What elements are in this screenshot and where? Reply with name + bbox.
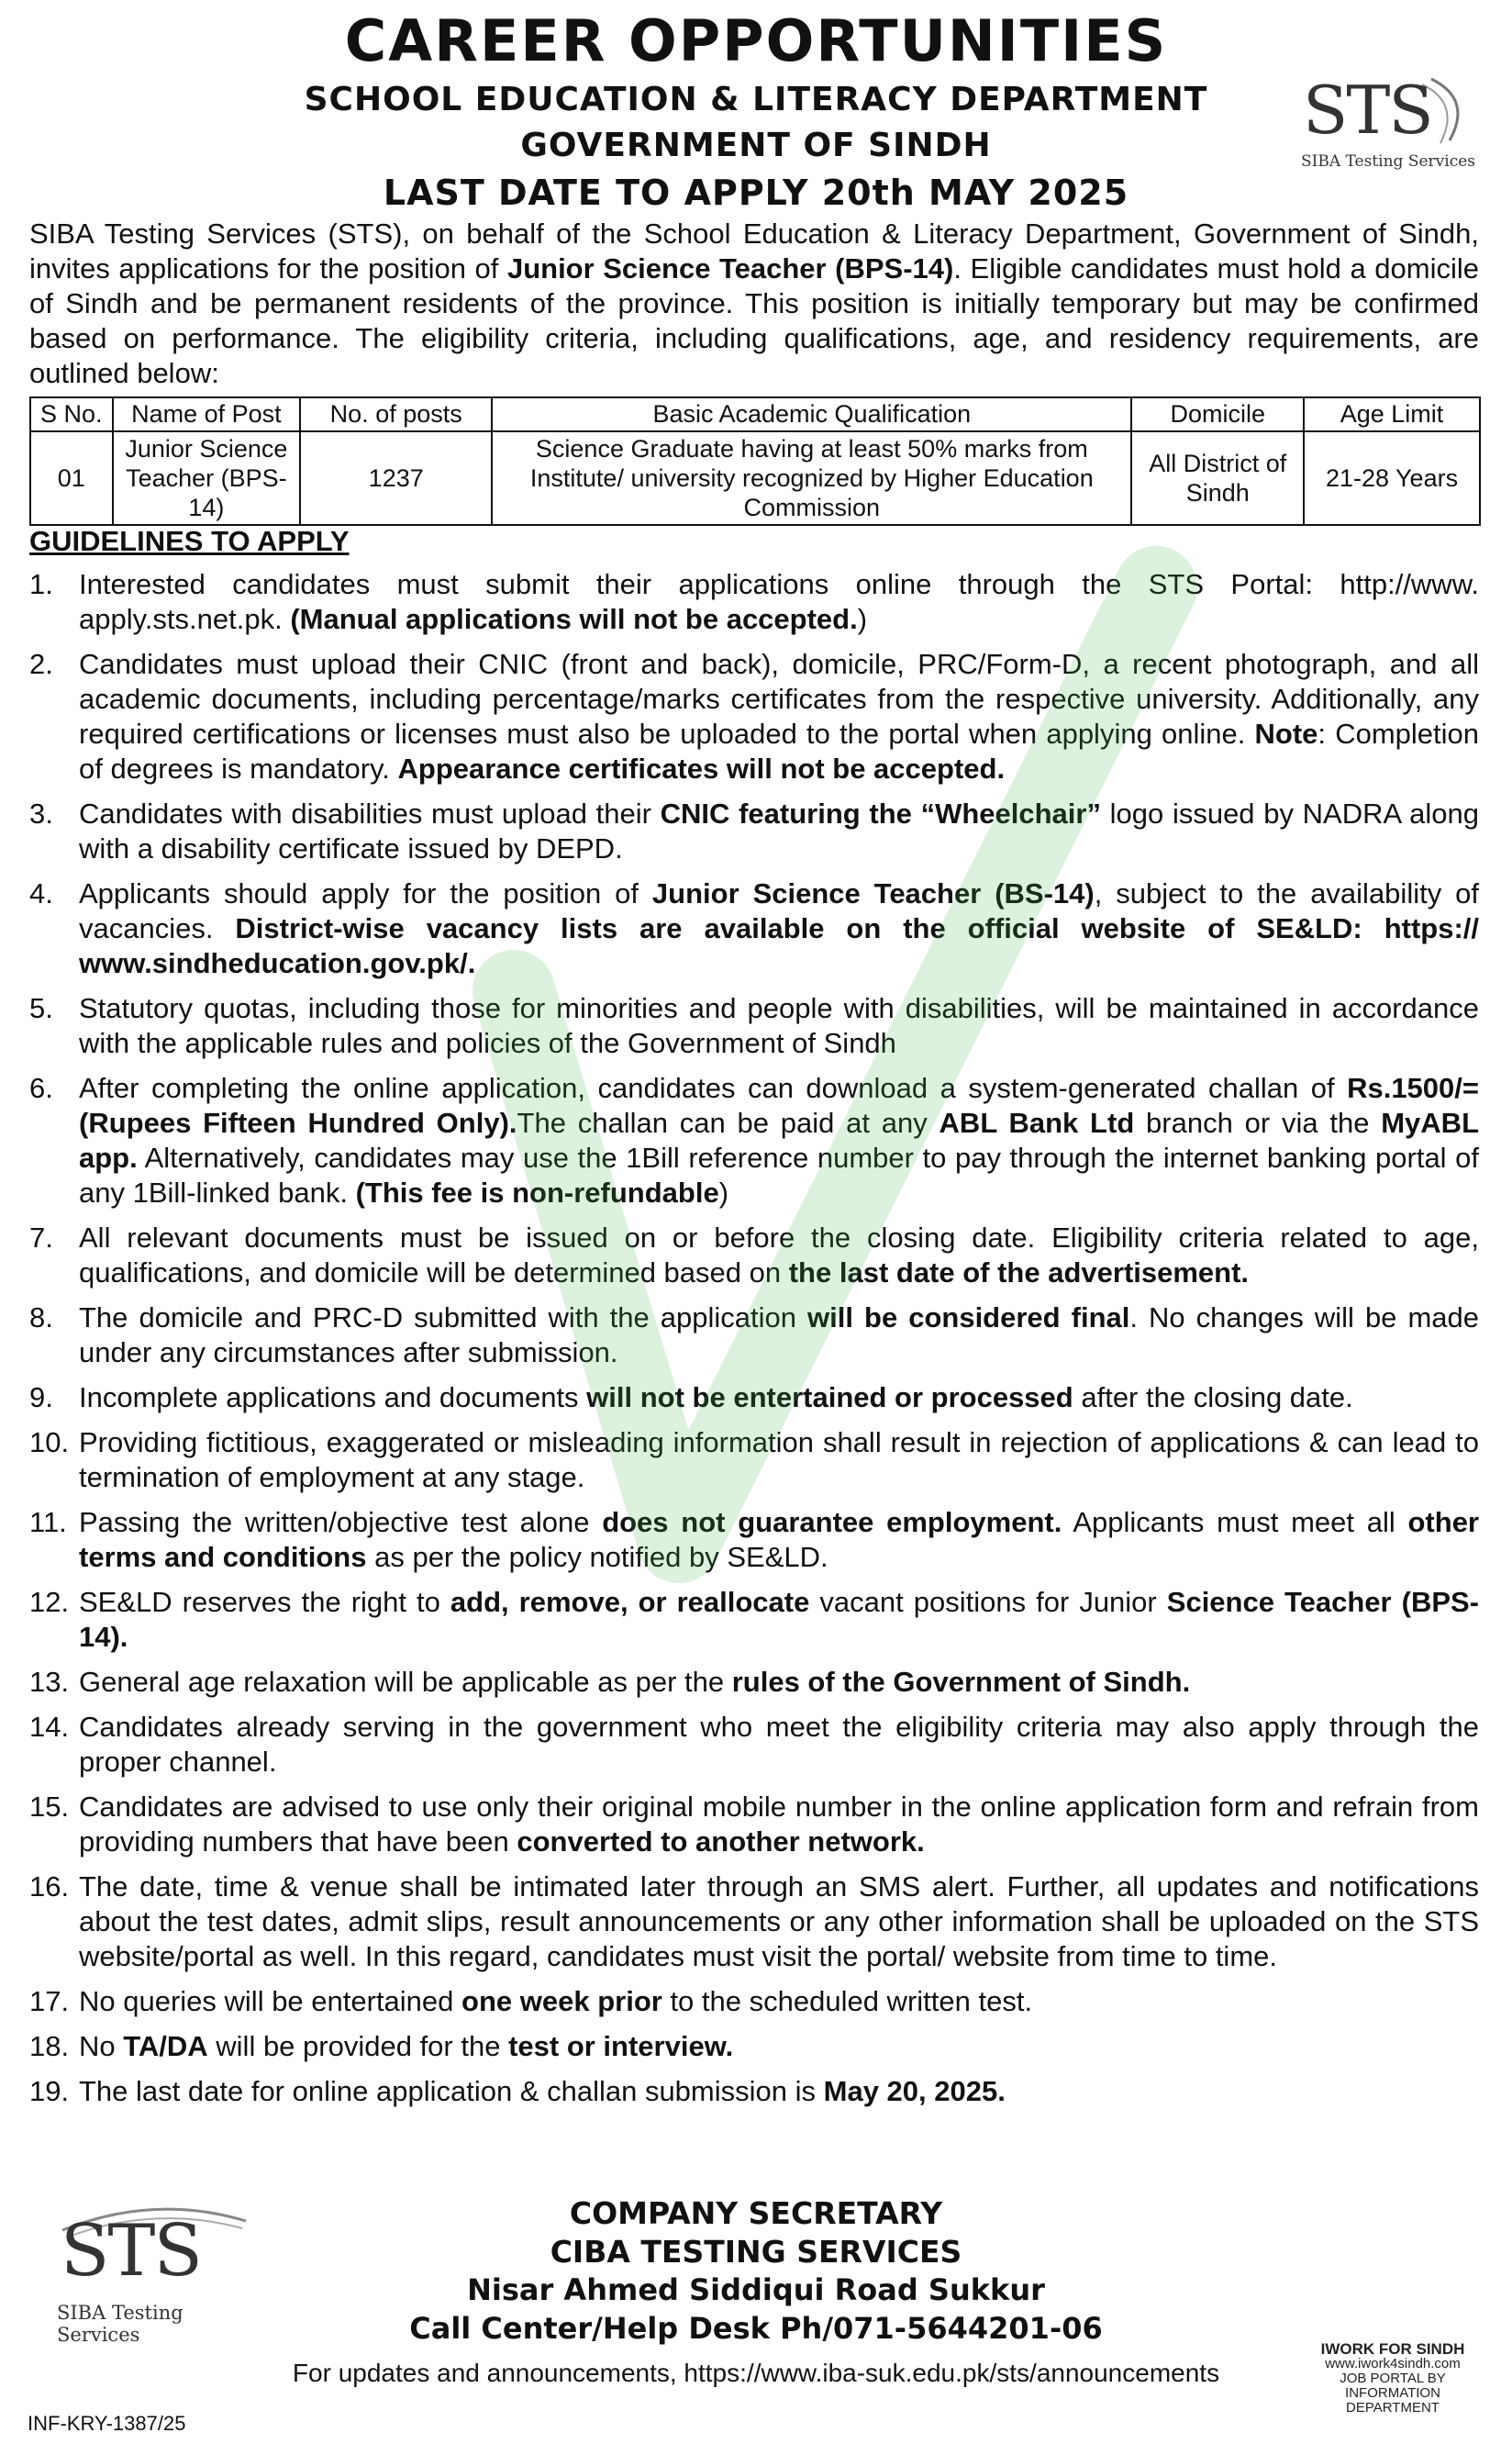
guideline-number: 17. (29, 1985, 70, 2017)
guideline-text: ABL Bank Ltd (939, 1107, 1135, 1139)
footer-company-secretary: COMPANY SECRETARY (569, 2195, 943, 2231)
guideline-item (29, 1790, 1479, 1859)
guideline-text: Junior Science Teacher (BS-14) (651, 877, 1095, 909)
guideline-text: Passing the written/objective test alone (79, 1506, 603, 1538)
guideline-text: After completing the online application, candidates can download a system-generated challan of (79, 1072, 1348, 1104)
col-header-sno: S No. (30, 397, 113, 431)
guideline-text: All relevant documents must be issued on or before the closing date. Eligibility criteria related to age, qualifications, and domicile will be determined based on (79, 1222, 1479, 1289)
guideline-text: No queries will be entertained (79, 1985, 462, 2017)
badge-line3: JOB PORTAL BY (1340, 2371, 1446, 2386)
guideline-text: (This fee is non-refundable (355, 1177, 719, 1209)
footer-address: Nisar Ahmed Siddiqui Road Sukkur (467, 2272, 1045, 2307)
guideline-item (29, 876, 1479, 981)
reference-number: INF-KRY-1387/25 (28, 2412, 186, 2435)
guideline-item (29, 1869, 1479, 1974)
guidelines-title: GUIDELINES TO APPLY (29, 525, 350, 557)
guideline-text: branch or via the (1134, 1107, 1382, 1139)
guideline-text: ) (857, 603, 868, 635)
guideline-text: Science Teacher (BPS-14). (79, 1586, 1480, 1653)
guideline-item (29, 2074, 1479, 2109)
guideline-text: will not be entertained or processed (586, 1381, 1073, 1413)
guideline-item (29, 797, 1479, 866)
badge-line4: INFORMATION DEPARTMENT (1345, 2385, 1440, 2416)
guideline-text: as per the policy notified by SE&LD. (366, 1541, 828, 1573)
guideline-text: Candidates must upload their CNIC (front and back), domicile, PRC/Form-D, a recent photograph, and all academic documents, including percentage/marks certificates from the respective university. Additionally, any required certifications or licenses must also be uploaded to the portal when applying online. (79, 648, 1479, 750)
col-header-qualification: Basic Academic Qualification (492, 397, 1131, 431)
guideline-text: The challan can be paid at any (517, 1107, 939, 1139)
guideline-text: Note (1254, 718, 1318, 750)
guideline-text: Rs.1500/= (Rupees Fifteen Hundred Only). (79, 1072, 1479, 1139)
guideline-text: (Manual applications will not be accepted. (290, 603, 858, 635)
department-heading: SCHOOL EDUCATION & LITERACY DEPARTMENT (304, 81, 1208, 118)
guideline-number: 2. (29, 648, 53, 680)
guideline-text: will be considered final (807, 1301, 1130, 1334)
sts-footer-subtitle: SIBA Testing Services (57, 2302, 183, 2346)
guideline-item (29, 1380, 1479, 1415)
guideline-item (29, 647, 1479, 787)
guideline-text: will be provided for the (207, 2030, 509, 2062)
col-header-posts-count: No. of posts (300, 397, 492, 431)
cell-post: Junior Science Teacher (BPS-14) (113, 431, 301, 525)
cell-domicile: All District of Sindh (1131, 431, 1304, 525)
col-header-post: Name of Post (113, 397, 301, 431)
guideline-text: test or interview. (508, 2030, 734, 2062)
cell-qualification: Science Graduate having at least 50% marks from Institute/ university recognized by Higher Education Commission (492, 431, 1131, 525)
guideline-text: District-wise vacancy lists are available on the official website of SE&LD: https:// www.sindheducation.gov.pk/. (79, 912, 1480, 979)
guideline-text: the last date of the advertisement. (788, 1256, 1250, 1289)
guideline-number: 19. (29, 2075, 70, 2107)
guideline-text: ) (718, 1177, 729, 1209)
sts-footer-letters: STS (61, 2210, 201, 2293)
guideline-item (29, 1221, 1479, 1290)
footer-updates-link[interactable]: For updates and announcements, https://www.iba-suk.edu.pk/sts/announcements (292, 2359, 1220, 2387)
guideline-text: The date, time & venue shall be intimated later through an SMS alert. Further, all updates and notifications about the test dates, admit slips, result announcements or any other information shall be uploaded on the STS website/portal as well. In this regard, candidates must visit the portal/ website from time to time. (79, 1870, 1479, 1972)
guideline-item (29, 1984, 1479, 2019)
guideline-text: Appearance certificates will not be accepted. (397, 753, 1006, 785)
table-header-row (30, 397, 1480, 431)
table-row (30, 431, 1480, 525)
badge-title: IWORK FOR SINDH (1320, 2340, 1465, 2358)
guideline-text: does not guarantee employment. (602, 1506, 1062, 1538)
guideline-text: . No changes will be made under any circumstances after submission. (79, 1301, 1479, 1368)
guideline-item (29, 1585, 1479, 1655)
guideline-number: 7. (29, 1222, 53, 1254)
badge-url: www.iwork4sindh.com (1325, 2356, 1461, 2371)
guideline-number: 8. (29, 1301, 53, 1334)
guideline-number: 10. (29, 1426, 70, 1458)
guideline-item (29, 1071, 1479, 1211)
guideline-item (29, 2029, 1479, 2064)
guideline-text: Candidates with disabilities must upload their (79, 798, 661, 830)
guideline-number: 5. (29, 992, 53, 1024)
sts-logo (1294, 72, 1477, 173)
guideline-text: other terms and conditions (79, 1506, 1479, 1573)
guideline-text: add, remove, or reallocate (450, 1586, 810, 1618)
guideline-number: 16. (29, 1870, 70, 1903)
col-header-age: Age Limit (1304, 397, 1480, 431)
guideline-number: 6. (29, 1072, 53, 1104)
guideline-item (29, 1425, 1479, 1495)
guideline-text: Alternatively, candidates may use the 1Bill reference number to pay through the internet banking portal of any 1Bill-linked bank. (79, 1142, 1479, 1209)
government-heading: GOVERNMENT OF SINDH (520, 127, 992, 164)
guideline-text: May 20, 2025. (823, 2075, 1006, 2107)
footer-organization: CIBA TESTING SERVICES (550, 2234, 962, 2270)
guideline-number: 11. (29, 1506, 67, 1538)
guideline-text: Statutory quotas, including those for minorities and people with disabilities, will be maintained in accordance with the applicable rules and policies of the Government of Sindh (79, 992, 1479, 1059)
page-title: CAREER OPPORTUNITIES (344, 7, 1168, 74)
guideline-number: 15. (29, 1791, 70, 1823)
guideline-text: CNIC featuring the “Wheelchair” (660, 798, 1101, 830)
guideline-text: TA/DA (123, 2030, 208, 2062)
guideline-item (29, 991, 1479, 1061)
guideline-item (29, 1665, 1479, 1700)
iwork4sindh-badge (1301, 2342, 1484, 2416)
guideline-text: No (79, 2030, 124, 2062)
guideline-text: SE&LD reserves the right to (79, 1586, 450, 1618)
cell-posts-count: 1237 (300, 431, 492, 525)
guideline-number: 18. (29, 2030, 70, 2062)
guideline-text: MyABL app. (79, 1107, 1480, 1174)
guidelines-list (29, 567, 1479, 2119)
intro-text-2: . Eligible candidates must hold a domicile of Sindh and be permanent residents of the province. This position is initially temporary but may be confirmed based on performance. The eligibility criteria, including qualifications, age, and residency requirements, are outlined below: (29, 252, 1479, 389)
footer-helpdesk: Call Center/Help Desk Ph/071-5644201-06 (409, 2311, 1103, 2346)
guideline-text: logo issued by NADRA along with a disability certificate issued by DEPD. (79, 798, 1479, 865)
col-header-domicile: Domicile (1131, 397, 1304, 431)
guideline-text: rules of the Government of Sindh. (731, 1666, 1191, 1698)
guideline-text: General age relaxation will be applicable as per the (79, 1666, 732, 1698)
guideline-number: 9. (29, 1381, 53, 1413)
guideline-text: , subject to the availability of vacancies. (79, 877, 1479, 944)
guideline-text: Interested candidates must submit their applications online through the STS Portal: http://www. apply.sts.net.pk. (79, 568, 1479, 635)
guideline-text: after the closing date. (1073, 1381, 1353, 1413)
intro-post-name: Junior Science Teacher (BPS-14) (506, 252, 954, 285)
guideline-item (29, 1710, 1479, 1780)
guideline-text: : Completion of degrees is mandatory. (79, 718, 1479, 785)
posts-table (29, 396, 1481, 526)
cell-sno: 01 (30, 431, 113, 525)
guideline-number: 3. (29, 798, 53, 830)
guideline-text: one week prior (461, 1985, 662, 2017)
guideline-number: 13. (29, 1666, 70, 1698)
guideline-text: Candidates are advised to use only their original mobile number in the online application form and refrain from providing numbers that have been (79, 1791, 1479, 1858)
intro-text-1: SIBA Testing Services (STS), on behalf of the School Education & Literacy Department, Government of Sindh, invites applications for the position of (29, 218, 1479, 285)
guideline-text: The last date for online application & challan submission is (79, 2075, 824, 2107)
sts-logo-subtitle: SIBA Testing Services (1301, 152, 1476, 171)
guideline-item (29, 567, 1479, 637)
guideline-item (29, 1505, 1479, 1575)
guideline-number: 1. (29, 568, 53, 600)
sts-logo-letters: STS (1303, 72, 1432, 149)
guideline-text: Applicants must meet all (1062, 1506, 1408, 1538)
guideline-number: 4. (29, 877, 53, 909)
guideline-number: 14. (29, 1711, 70, 1743)
guideline-text: Providing fictitious, exaggerated or misleading information shall result in rejection of applications & can lead to termination of employment at any stage. (79, 1426, 1479, 1493)
guideline-text: to the scheduled written test. (662, 1985, 1033, 2017)
guideline-text: Candidates already serving in the government who meet the eligibility criteria may also apply through the proper channel. (79, 1711, 1479, 1778)
guideline-text: vacant positions for Junior (809, 1586, 1167, 1618)
guideline-number: 12. (29, 1586, 70, 1618)
cell-age: 21-28 Years (1304, 431, 1480, 525)
guideline-text: The domicile and PRC-D submitted with the application (79, 1301, 808, 1334)
guideline-text: converted to another network. (517, 1825, 925, 1858)
guideline-text: Applicants should apply for the position of (79, 877, 652, 909)
guideline-item (29, 1300, 1479, 1370)
guideline-text: Incomplete applications and documents (79, 1381, 587, 1413)
intro-paragraph (29, 217, 1479, 391)
last-date-heading: LAST DATE TO APPLY 20th MAY 2025 (383, 173, 1129, 213)
